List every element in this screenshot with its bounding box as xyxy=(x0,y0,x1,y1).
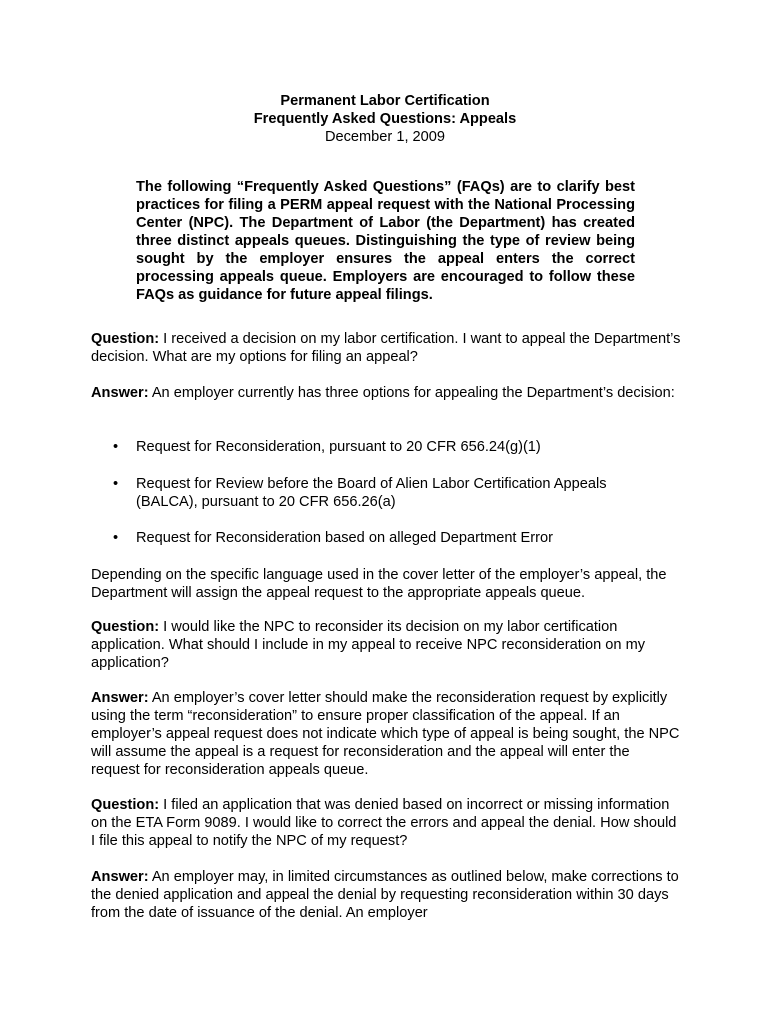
question-text: I filed an application that was denied based on incorrect or missing information on the ETA Form 9089. I would like to correct the errors and appeal the denial. How should I file this appeal to notify the NPC of my request? xyxy=(91,797,677,849)
answer-text: An employer may, in limited circumstances as outlined below, make corrections to the denied application and appeal the denial by requesting reconsideration within 30 days from the date of issuance of the denial. An employer xyxy=(91,869,679,921)
answer-text: An employer’s cover letter should make the reconsideration request by explicitly using the term “reconsideration” to ensure proper classification of the appeal. If an employer’s appeal request does not indicate which type of appeal is being sought, the NPC will assume the appeal is a request for reconsideration and the appeal will enter the request for reconsideration appeals queue. xyxy=(91,690,680,778)
header-subtitle: Frequently Asked Questions: Appeals xyxy=(253,111,517,127)
question-label: Question: xyxy=(91,331,160,347)
bullet-item: Request for Reconsideration, pursuant to 20 CFR 656.24(g)(1) xyxy=(136,439,541,455)
document-header xyxy=(0,92,770,146)
question-1 xyxy=(91,330,681,366)
question-label: Question: xyxy=(91,797,160,813)
answer-text: An employer currently has three options for appealing the Department’s decision: xyxy=(148,385,675,401)
answer-label: Answer: xyxy=(91,690,149,706)
bullet-item: Request for Review before the Board of Alien Labor Certification Appeals (BALCA), pursuant to 20 CFR 656.26(a) xyxy=(136,476,607,510)
question-text: I received a decision on my labor certification. I want to appeal the Department’s decision. What are my options for filing an appeal? xyxy=(91,331,681,365)
answer-label: Answer: xyxy=(91,385,149,401)
answer-1 xyxy=(91,384,681,402)
intro-paragraph: The following “Frequently Asked Questions” (FAQs) are to clarify best practices for filing a PERM appeal request with the National Processing Center (NPC). The Department of Labor (the Department) has created three distinct appeals queues. Distinguishing the type of review being sought by the employer ensures the appeal enters the correct processing appeals queue. Employers are encouraged to follow these FAQs as guidance for future appeal filings. xyxy=(136,179,635,303)
bullet-glyph: • xyxy=(113,476,119,492)
question-2 xyxy=(91,618,681,672)
header-date: December 1, 2009 xyxy=(324,129,446,145)
header-title: Permanent Labor Certification xyxy=(280,93,490,109)
answer-2 xyxy=(91,689,681,779)
paragraph-after-bullets: Depending on the specific language used in the cover letter of the employer’s appeal, the Department will assign the appeal request to the appropriate appeals queue. xyxy=(91,567,667,601)
question-text: I would like the NPC to reconsider its decision on my labor certification application. What should I include in my appeal to receive NPC reconsideration on my application? xyxy=(91,619,646,671)
question-label: Question: xyxy=(91,619,160,635)
bullet-glyph: • xyxy=(113,439,119,455)
bullet-glyph: • xyxy=(113,530,119,546)
answer-3 xyxy=(91,868,681,922)
answer-label: Answer: xyxy=(91,869,149,885)
question-3 xyxy=(91,796,681,850)
bullet-item: Request for Reconsideration based on alleged Department Error xyxy=(136,530,553,546)
